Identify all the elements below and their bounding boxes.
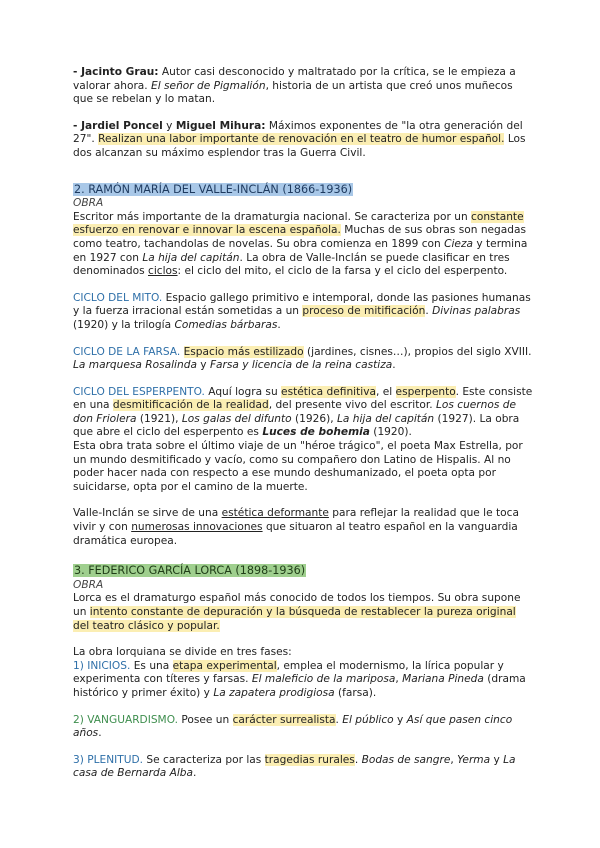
paragraph-fase-vanguardismo: 2) VANGUARDISMO. Posee un carácter surrealista. El público y Así que pasen cinco años. (73, 713, 513, 740)
cycle-label: CICLO DEL ESPERPENTO. (73, 385, 205, 398)
phase-label: 3) PLENITUD. (73, 753, 144, 766)
highlight: proceso de mitificación (302, 305, 426, 318)
cycle-label: CICLO DE LA FARSA. (73, 345, 181, 358)
highlight: desmitificación de la realidad (112, 399, 269, 412)
author-name: - Jacinto Grau: (73, 66, 159, 78)
paragraph-valle-final: Valle-Inclán se sirve de una estética deformante para reflejar la realidad que le toca vivir y con numerosas innovaciones que situaron al teatro español en la vanguardia dramática europea. (73, 507, 519, 547)
obra-label: OBRA (73, 578, 104, 591)
highlight: carácter surrealista (232, 713, 336, 726)
highlight: Realizan una labor importante de renovación en el teatro de humor español. (98, 133, 505, 146)
paragraph-lorca-fases-intro: La obra lorquiana se divide en tres fases: (73, 646, 292, 659)
phase-label: 1) INICIOS. (73, 659, 131, 672)
highlight: etapa experimental (172, 659, 277, 672)
paragraph-ciclo-farsa: CICLO DE LA FARSA. Espacio más estilizado (jardines, cisnes…), propios del siglo XVIII. La marquesa Rosalinda y Farsa y licencia de la reina castiza. (73, 345, 532, 372)
paragraph-lorca-intro: Lorca es el dramaturgo español más conocido de todos los tiempos. Su obra supone un intento constante de depuración y la búsqueda de restablecer la pureza original del teatro clásico y popular. (73, 592, 521, 632)
highlight: intento constante de depuración y la búsqueda de restablecer la pureza original del teatro clásico y popular. (73, 606, 516, 632)
paragraph-jardiel-mihura: - Jardiel Poncel y Miguel Mihura: Máximos exponentes de "la otra generación del 27". Realizan una labor importante de renovación en el teatro de humor español. Los dos alcanzan su máximo esplendor tras la Guerra Civil. (73, 119, 526, 159)
section-heading-valle-inclan: 2. RAMÓN MARÍA DEL VALLE-INCLÁN (1866-1936) (74, 182, 353, 196)
underlined-text: ciclos (148, 265, 178, 278)
phase-label: 2) VANGUARDISMO. (73, 713, 178, 726)
highlight: esperpento (395, 385, 456, 398)
paragraph-fase-inicios: 1) INICIOS. Es una etapa experimental, emplea el modernismo, la lírica popular y experimenta con títeres y farsas. El maleficio de la mariposa, Mariana Pineda (drama histórico y primer éxito) y La zapatera prodigiosa (farsa). (73, 659, 526, 699)
document-page (73, 66, 533, 781)
underlined-text: numerosas innovaciones (131, 521, 263, 534)
section-heading-garcia-lorca: 3. FEDERICO GARCÍA LORCA (1898-1936) (74, 564, 306, 578)
work-title: El señor de Pigmalión (151, 79, 266, 92)
paragraph-fase-plenitud: 3) PLENITUD. Se caracteriza por las tragedias rurales. Bodas de sangre, Yerma y La casa de Bernarda Alba. (73, 753, 516, 780)
underlined-text: estética deformante (221, 507, 329, 520)
highlight: estética definitiva (281, 385, 376, 398)
highlight: tragedias rurales (264, 753, 355, 766)
cycle-label: CICLO DEL MITO. (73, 291, 163, 304)
paragraph-jacinto-grau: - Jacinto Grau: Autor casi desconocido y maltratado por la crítica, se le empieza a valorar ahora. El señor de Pigmalión, historia de un artista que creó unos muñecos que se rebelan y lo matan. (73, 66, 516, 106)
highlight: constante esfuerzo en renovar e innovar la escena española. (73, 210, 524, 237)
author-name: Miguel Mihura: (175, 119, 266, 132)
paragraph-ciclo-mito: CICLO DEL MITO. Espacio gallego primitivo e intemporal, donde las pasiones humanas y la fuerza irracional están sometidas a un proceso de mitificación. Divinas palabras (1920) y la trilogía Comedias bárbaras. (73, 291, 531, 331)
author-name: - Jardiel Poncel (73, 119, 163, 132)
highlight: Espacio más estilizado (183, 345, 304, 358)
paragraph-valle-intro: Escritor más importante de la dramaturgia nacional. Se caracteriza por un constante esfuerzo en renovar e innovar la escena española. Muchas de sus obras son negadas como teatro, tachandolas de novelas. Su obra comienza en 1899 con Cieza y termina en 1927 con La hija del capitán. La obra de Valle-Inclán se puede clasificar en tres denominados ciclos: el ciclo del mito, el ciclo de la farsa y el ciclo del esperpento. (73, 210, 528, 278)
obra-label: OBRA (73, 197, 104, 210)
paragraph-ciclo-esperpento: CICLO DEL ESPERPENTO. Aquí logra su estética definitiva, el esperpento. Este consiste en una desmitificación de la realidad, del presente vivo del escritor. Los cuernos de don Friolera (1921), Los galas del difunto (1926), La hija del capitán (1927). La obra que abre el ciclo del esperpento es Luces de bohemia (1920). (73, 385, 533, 439)
paragraph-luces-bohemia: Esta obra trata sobre el último viaje de un "héroe trágico", el poeta Max Estrella, por un mundo desmitificado y vacío, como su compañero don Latino de Hispalis. Al no poder hacer nada con respecto a ese mundo deshumanizado, el poeta opta por suicidarse, opta por el camino de la muerte. (73, 440, 523, 493)
